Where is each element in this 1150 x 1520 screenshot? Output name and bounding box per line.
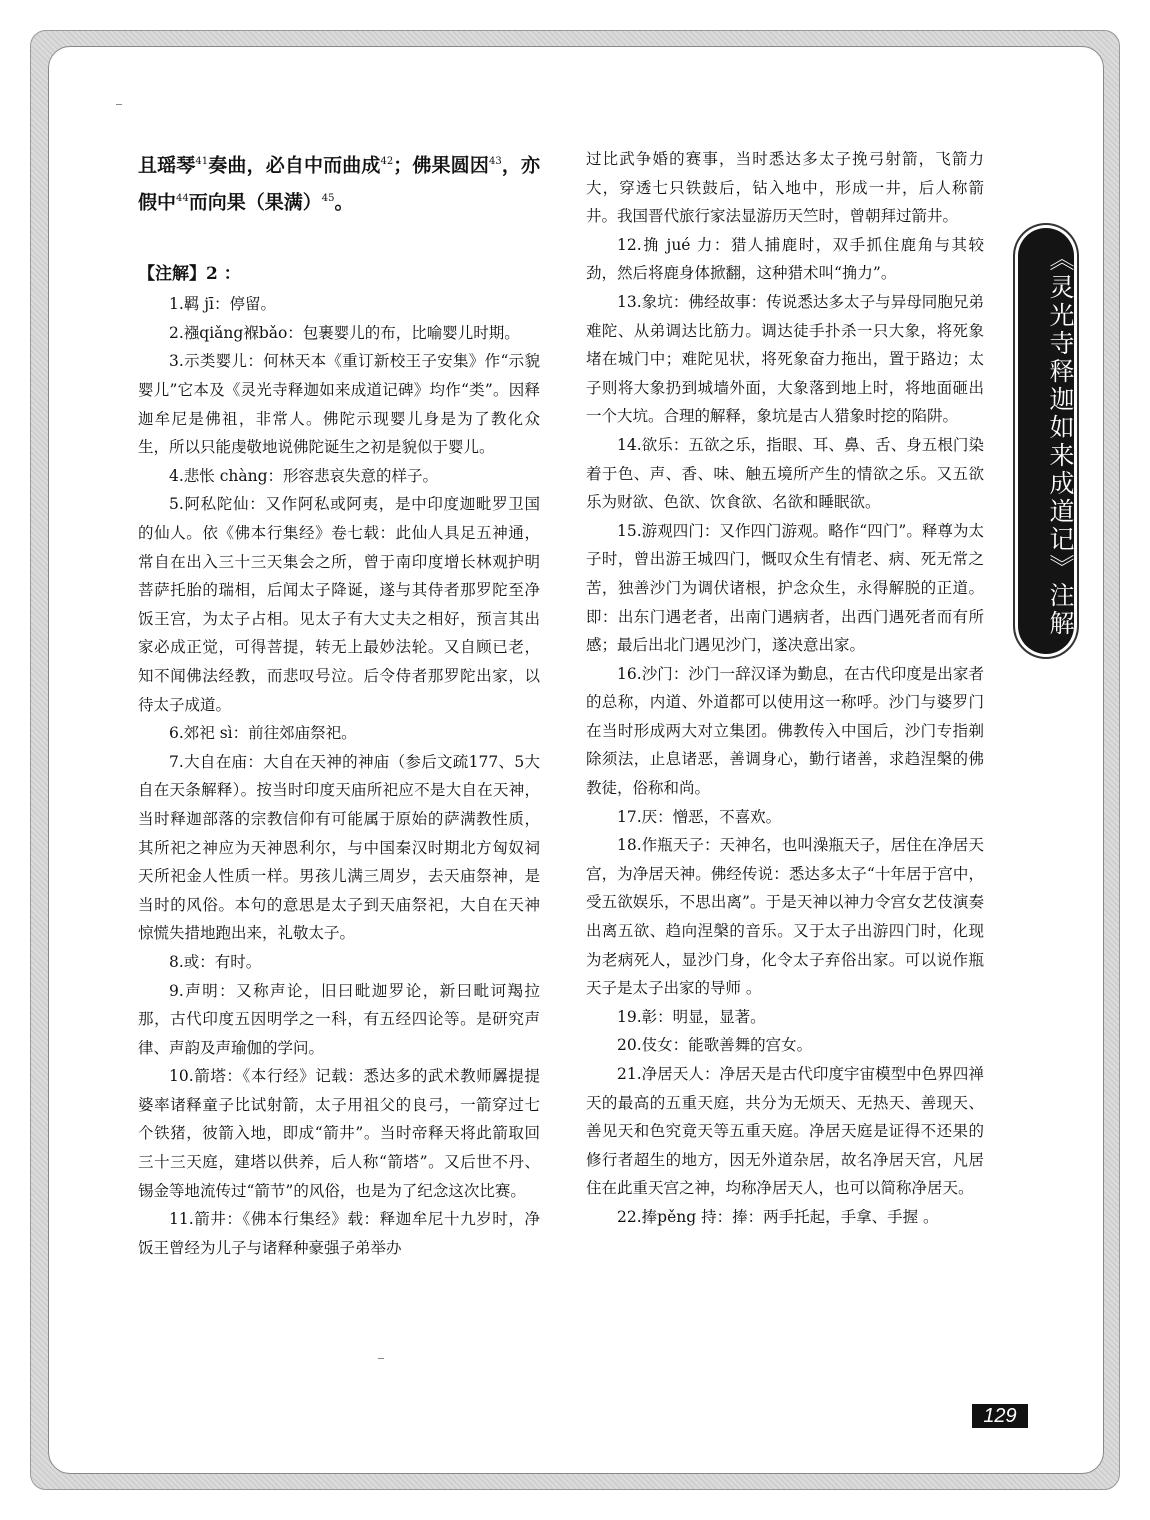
note: 17.厌：憎恶，不喜欢。 [617,807,782,826]
main-text-passage: 且瑶琴$^{41}$奏曲，必自中而曲成$^{42}$；佛果圆因$^{43}$，亦假中$^{44}$而向果（果满）$^{45}$。 [138,154,540,214]
note: 21.净居天人：净居天是古代印度宇宙模型中色界四禅天的最高的五重天庭，共分为无烦天、无热天、善现天、善见天和色究竟天等五重天庭。净居天庭是证得不还果的修行者超生的地方，因无外道杂居，故名净居天宫，凡居住在此重天宫之神，均称净居天人，也可以简称净居天。 [586,1065,984,1198]
notes-heading: 【注解】2 ： [138,263,241,284]
note: 11.箭井：《佛本行集经》载：释迦牟尼十九岁时，净饭王曾经为儿子与诸释种豪强子弟举办 [138,1210,540,1257]
right-column [586,145,984,1232]
left-column [138,145,540,1262]
note: 18.作瓶天子：天神名，也叫澡瓶天子，居住在净居天宫，为净居天神。佛经传说：悉达多太子“十年居于宫中，受五欲娱乐，不思出离”。于是天神以神力令宫女艺伎演奏出离五欲、趋向涅槃的音乐。又于太子出游四门时，化现为老病死人，显沙门身，化令太子弃俗出家。可以说作瓶天子是太子出家的导师 。 [586,836,984,998]
note: 7.大自在庙：大自在天神的神庙（参后文疏177、5大自在天条解释）。按当时印度天庙所祀应不是大自在天神，当时释迦部落的宗教信仰有可能属于原始的萨满教性质，其所祀之神应为天神恩利尔，与中国秦汉时期北方匈奴祠天所祀金人性质一样。男孩儿满三周岁，去天庙祭神，是当时的风俗。本句的意思是太子到天庙祭祀，大自在天神惊慌失措地跑出来，礼敬太子。 [138,752,540,943]
note: 12.捔 jué 力：猎人捕鹿时，双手抓住鹿角与其较劲，然后将鹿身体掀翻，这种猎术叫“捔力”。 [586,235,984,283]
note: 9.声明：又称声论，旧曰毗迦罗论，新曰毗诃羯拉那，古代印度五因明学之一科，有五经四论等。是研究声律、声韵及声瑜伽的学问。 [138,981,540,1057]
note: 22.捧pěng 持：捧：两手托起，手拿、手握 。 [617,1207,939,1226]
note: 5.阿私陀仙：又作阿私或阿夷，是中印度迦毗罗卫国的仙人。依《佛本行集经》卷七载：此仙人具足五神通，常自在出入三十三天集会之所，曾于南印度增长林观护明菩萨托胎的瑞相，后闻太子降诞，遂与其侍者那罗陀至净饭王宫，为太子占相。见太子有大丈夫之相好，预言其出家必成正觉，可得菩提，转无上最妙法轮。又自顾已老，知不闻佛法经教，而悲叹号泣。后令侍者那罗陀出家，以待太子成道。 [138,495,540,714]
speck [378,1358,384,1359]
side-tab-title: 《灵光寺释迦如来成道记》注解 [1046,246,1075,638]
note: 15.游观四门：又作四门游观。略作“四门”。释尊为太子时，曾出游王城四门，慨叹众生有情老、病、死无常之苦，独善沙门为调伏诸根，护念众生，永得解脱的正道。即：出东门遇老者，出南门遇病者，出西门遇死者而有所感；最后出北门遇见沙门，遂决意出家。 [586,521,984,655]
note: 20.伎女：能歌善舞的宫女。 [617,1036,813,1055]
page-number: 129 [972,1404,1028,1428]
note: 16.沙门：沙门一辞汉译为勤息，在古代印度是出家者的总称，内道、外道都可以使用这一称呼。沙门与婆罗门在当时形成两大对立集团。佛教传入中国后，沙门专指剃除须法，止息诸恶，善调身心，勤行诸善，求趋涅槃的佛教徒，俗称和尚。 [586,664,984,798]
speck [116,104,122,105]
note: 14.欲乐：五欲之乐，指眼、耳、鼻、舌、身五根门染着于色、声、香、味、触五境所产生的情欲之乐。又五欲乐为财欲、色欲、饮食欲、名欲和睡眠欲。 [586,435,984,512]
note: 2.襁qiǎng褓bǎo：包裹婴儿的布，比喻婴儿时期。 [169,323,520,342]
note-continued: 过比武争婚的赛事，当时悉达多太子挽弓射箭，飞箭力大，穿透七只铁鼓后，钻入地中，形成一井，后人称箭井。我国晋代旅行家法显游历天竺时，曾朝拜过箭井。 [586,150,984,226]
note: 8.或：有时。 [169,952,262,971]
note: 4.悲怅 chàng：形容悲哀失意的样子。 [169,466,439,485]
note: 19.彰：明显，显著。 [617,1007,766,1026]
note: 1.羁 jī：停留。 [169,295,276,314]
note: 3.示类婴儿：何林天本《重订新校王子安集》作“示貌婴儿”它本及《灵光寺释迦如来成道记碑》均作“类”。因释迦牟尼是佛祖，非常人。佛陀示现婴儿身是为了教化众生，所以只能虔敬地说佛陀诞生之初是貌似于婴儿。 [138,352,540,457]
note: 6.郊祀 sì：前往郊庙祭祀。 [169,724,357,743]
note: 13.象坑：佛经故事：传说悉达多太子与异母同胞兄弟难陀、从弟调达比筋力。调达徒手扑杀一只大象，将死象堵在城门中；难陀见状，将死象奋力拖出，置于路边；太子则将大象扔到城墙外面，大象落到地上时，将地面砸出一个大坑。合理的解释，象坑是古人猎象时挖的陷阱。 [586,292,984,426]
note: 10.箭塔：《本行经》记载：悉达多的武术教师羼提提婆率诸释童子比试射箭，太子用祖父的良弓，一箭穿过七个铁猪，彼箭入地，即成“箭井”。当时帝释天将此箭取回三十三天庭，建塔以供养，后人称“箭塔”。又后世不丹、锡金等地流传过“箭节”的风俗，也是为了纪念这次比赛。 [138,1067,540,1200]
chapter-side-tab [1018,228,1074,654]
